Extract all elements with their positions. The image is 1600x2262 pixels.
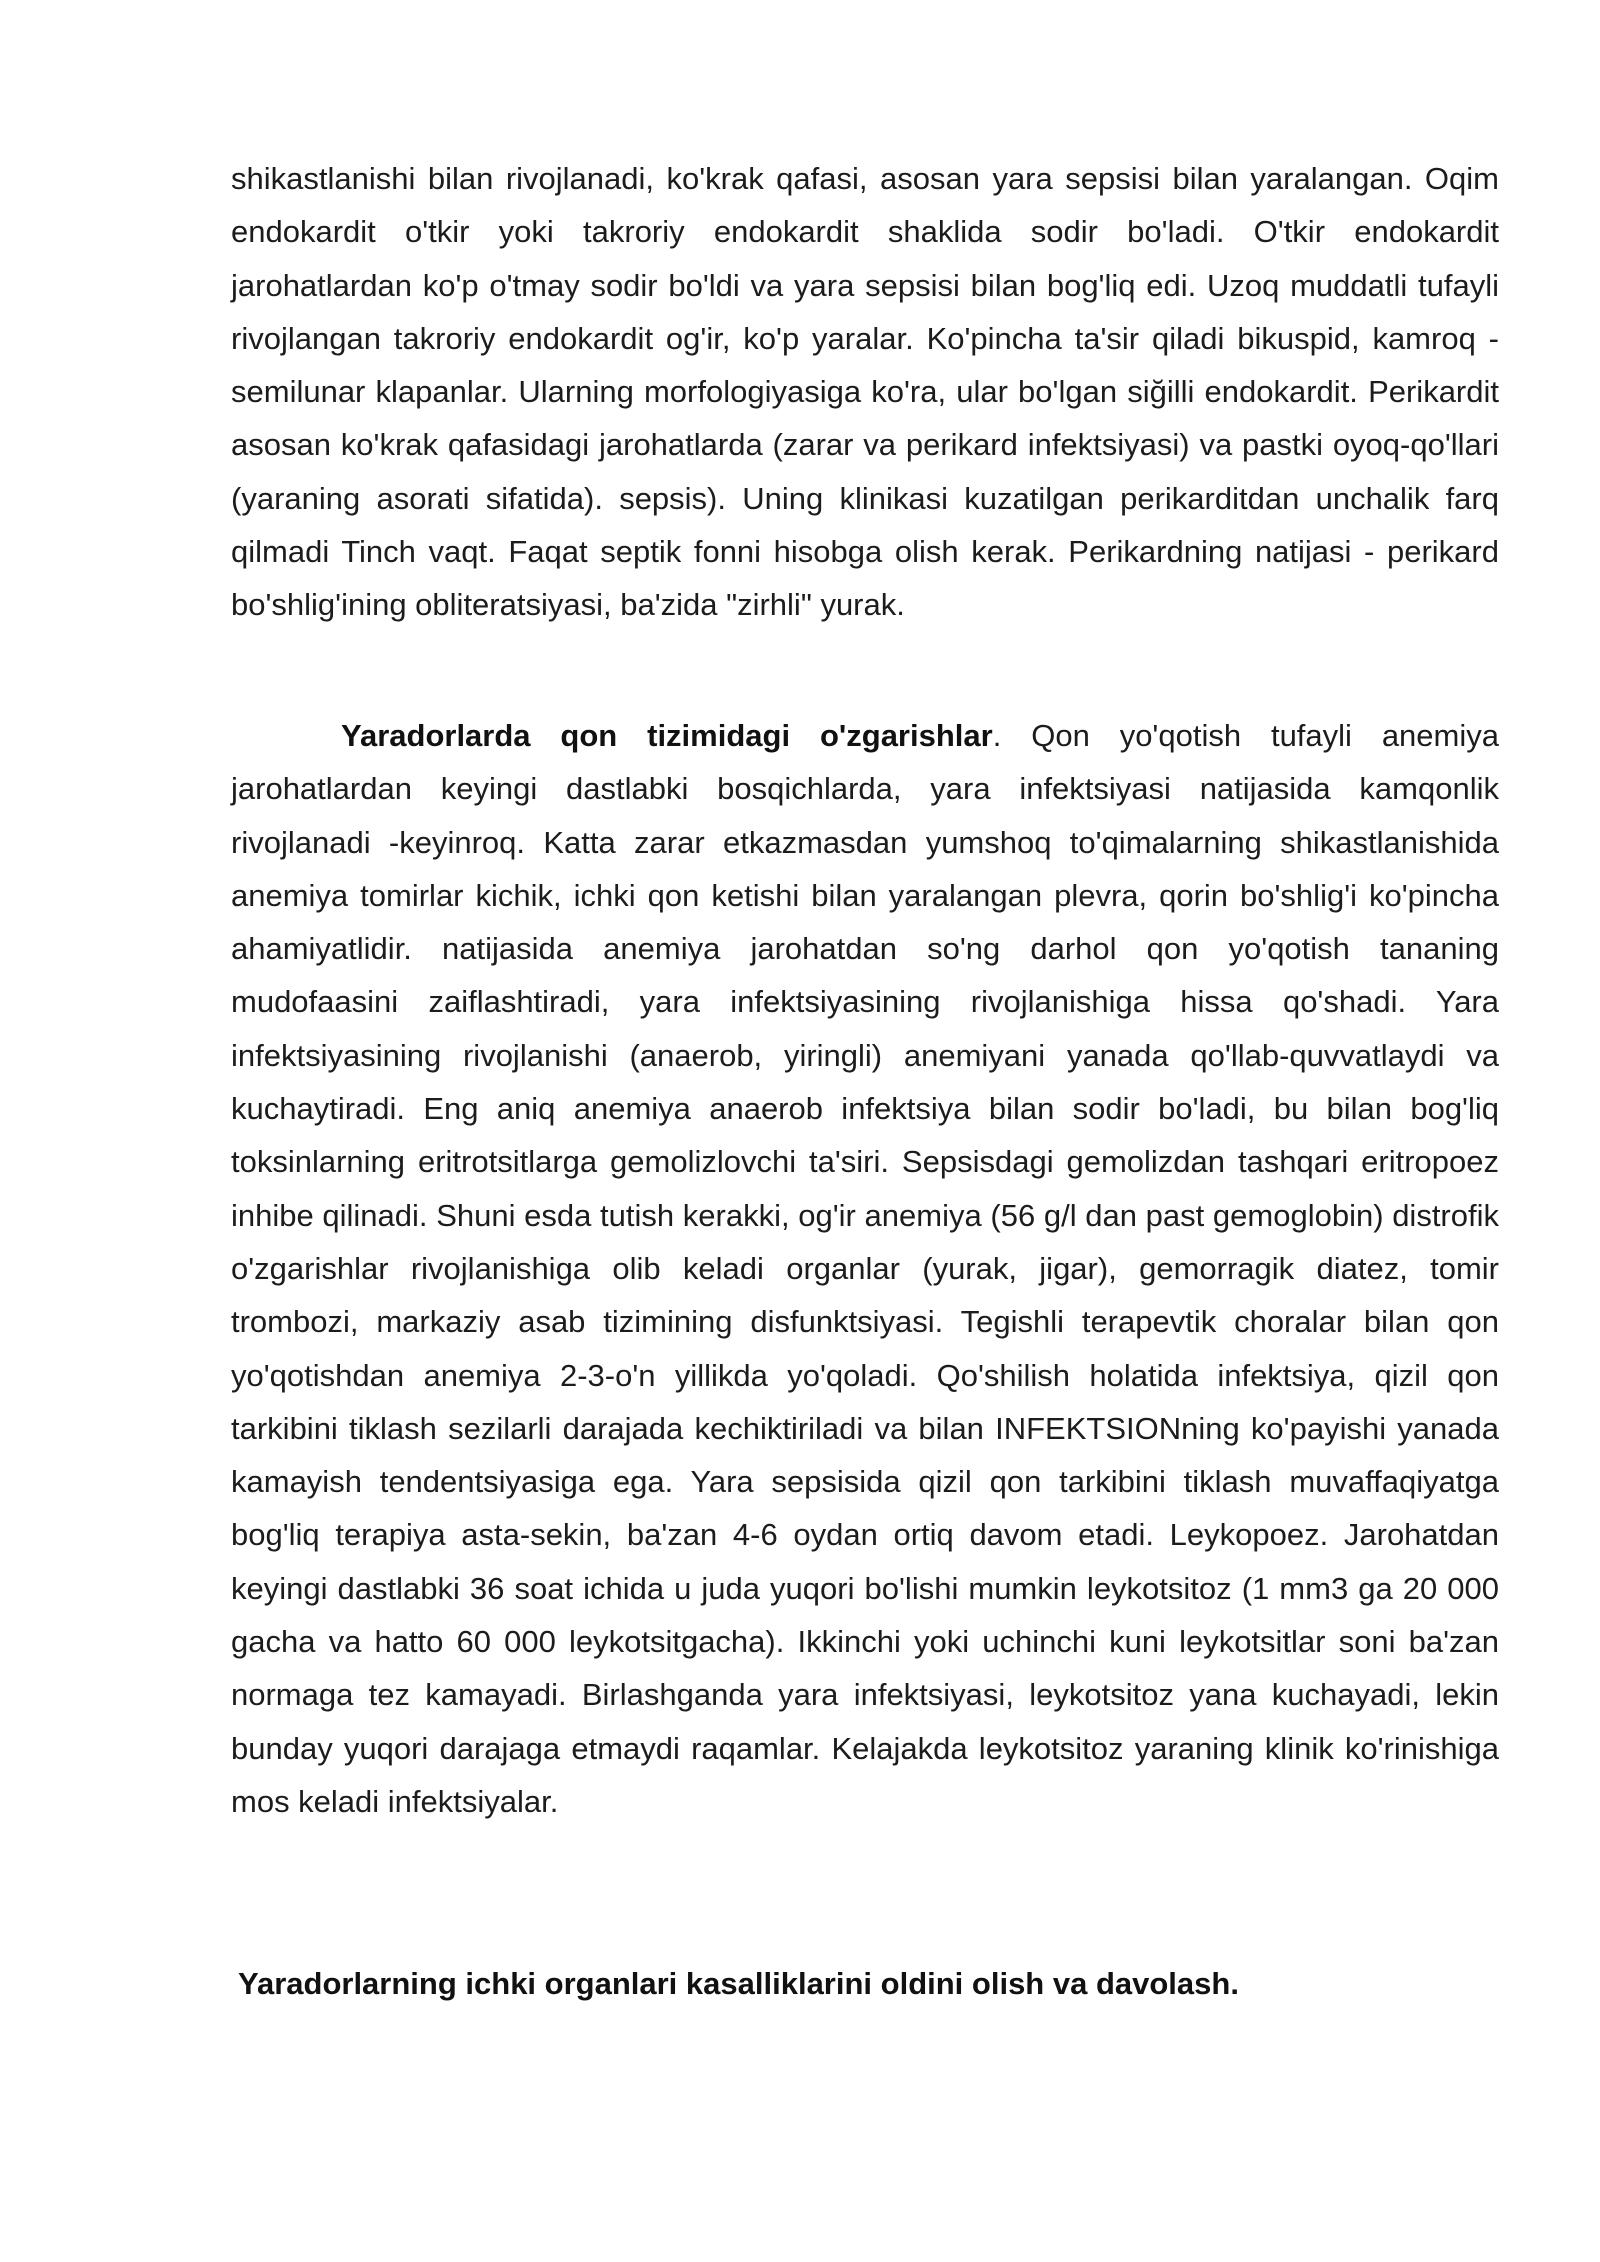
body-paragraph-blood-system (231, 709, 1499, 1828)
section-heading-prevention: Yaradorlarning ichki organlari kasalliklarini oldini olish va davolash. (238, 1966, 1239, 2001)
inline-heading-blood-system: Yaradorlarda qon tizimidagi o'zgarishlar (341, 718, 993, 753)
body-paragraph-endocarditis: shikastlanishi bilan rivojlanadi, ko'krak qafasi, asosan yara sepsisi bilan yaralangan. Oqim endokardit o'tkir yoki takroriy endokardit shaklida sodir bo'ladi. O'tkir endokardit jarohatlardan ko'p o'tmay sodir bo'ldi va yara sepsisi bilan bog'liq edi. Uzoq muddatli tufayli rivojlangan takroriy endokardit og'ir, ko'p yaralar. Ko'pincha ta'sir qiladi bikuspid, kamroq - semilunar klapanlar. Ularning morfologiyasiga ko'ra, ular bo'lgan siğilli endokardit. Perikardit asosan ko'krak qafasidagi jarohatlarda (zarar va perikard infektsiyasi) va pastki oyoq-qo'llari (yaraning asorati sifatida). sepsis). Uning klinikasi kuzatilgan perikarditdan unchalik farq qilmadi Tinch vaqt. Faqat septik fonni hisobga olish kerak. Perikardning natijasi - perikard bo'shlig'ining obliteratsiyasi, ba'zida "zirhli" yurak. (231, 161, 1499, 623)
paragraph-body-blood-system: . Qon yo'qotish tufayli anemiya jarohatlardan keyingi dastlabki bosqichlarda, yara infektsiyasi natijasida kamqonlik rivojlanadi -keyinroq. Katta zarar etkazmasdan yumshoq to'qimalarning shikastlanishida anemiya tomirlar kichik, ichki qon ketishi bilan yaralangan plevra, qorin bo'shlig'i ko'pincha ahamiyatlidir. natijasida anemiya jarohatdan so'ng darhol qon yo'qotish tananing mudofaasini zaiflashtiradi, yara infektsiyasining rivojlanishiga hissa qo'shadi. Yara infektsiyasining rivojlanishi (anaerob, yiringli) anemiyani yanada qo'llab-quvvatlaydi va kuchaytiradi. Eng aniq anemiya anaerob infektsiya bilan sodir bo'ladi, bu bilan bog'liq toksinlarning eritrotsitlarga gemolizlovchi ta'siri. Sepsisdagi gemolizdan tashqari eritropoez inhibe qilinadi. Shuni esda tutish kerakki, og'ir anemiya (56 g/l dan past gemoglobin) distrofik o'zgarishlar rivojlanishiga olib keladi organlar (yurak, jigar), gemorragik diatez, tomir trombozi, markaziy asab tizimining disfunktsiyasi. Tegishli terapevtik choralar bilan qon yo'qotishdan anemiya 2-3-o'n yillikda yo'qoladi. Qo'shilish holatida infektsiya, qizil qon tarkibini tiklash sezilarli darajada kechiktiriladi va bilan INFEKTSIONning ko'payishi yanada kamayish tendentsiyasiga ega. Yara sepsisida qizil qon tarkibini tiklash muvaffaqiyatga bog'liq terapiya asta-sekin, ba'zan 4-6 oydan ortiq davom etadi. Leykopoez. Jarohatdan keyingi dastlabki 36 soat ichida u juda yuqori bo'lishi mumkin leykotsitoz (1 mm3 ga 20 000 gacha va hatto 60 000 leykotsitgacha). Ikkinchi yoki uchinchi kuni leykotsitlar soni ba'zan normaga tez kamayadi. Birlashganda yara infektsiyasi, leykotsitoz yana kuchayadi, lekin bunday yuqori darajaga etmaydi raqamlar. Kelajakda leykotsitoz yaraning klinik ko'rinishiga mos keladi infektsiyalar. (231, 718, 1499, 1819)
